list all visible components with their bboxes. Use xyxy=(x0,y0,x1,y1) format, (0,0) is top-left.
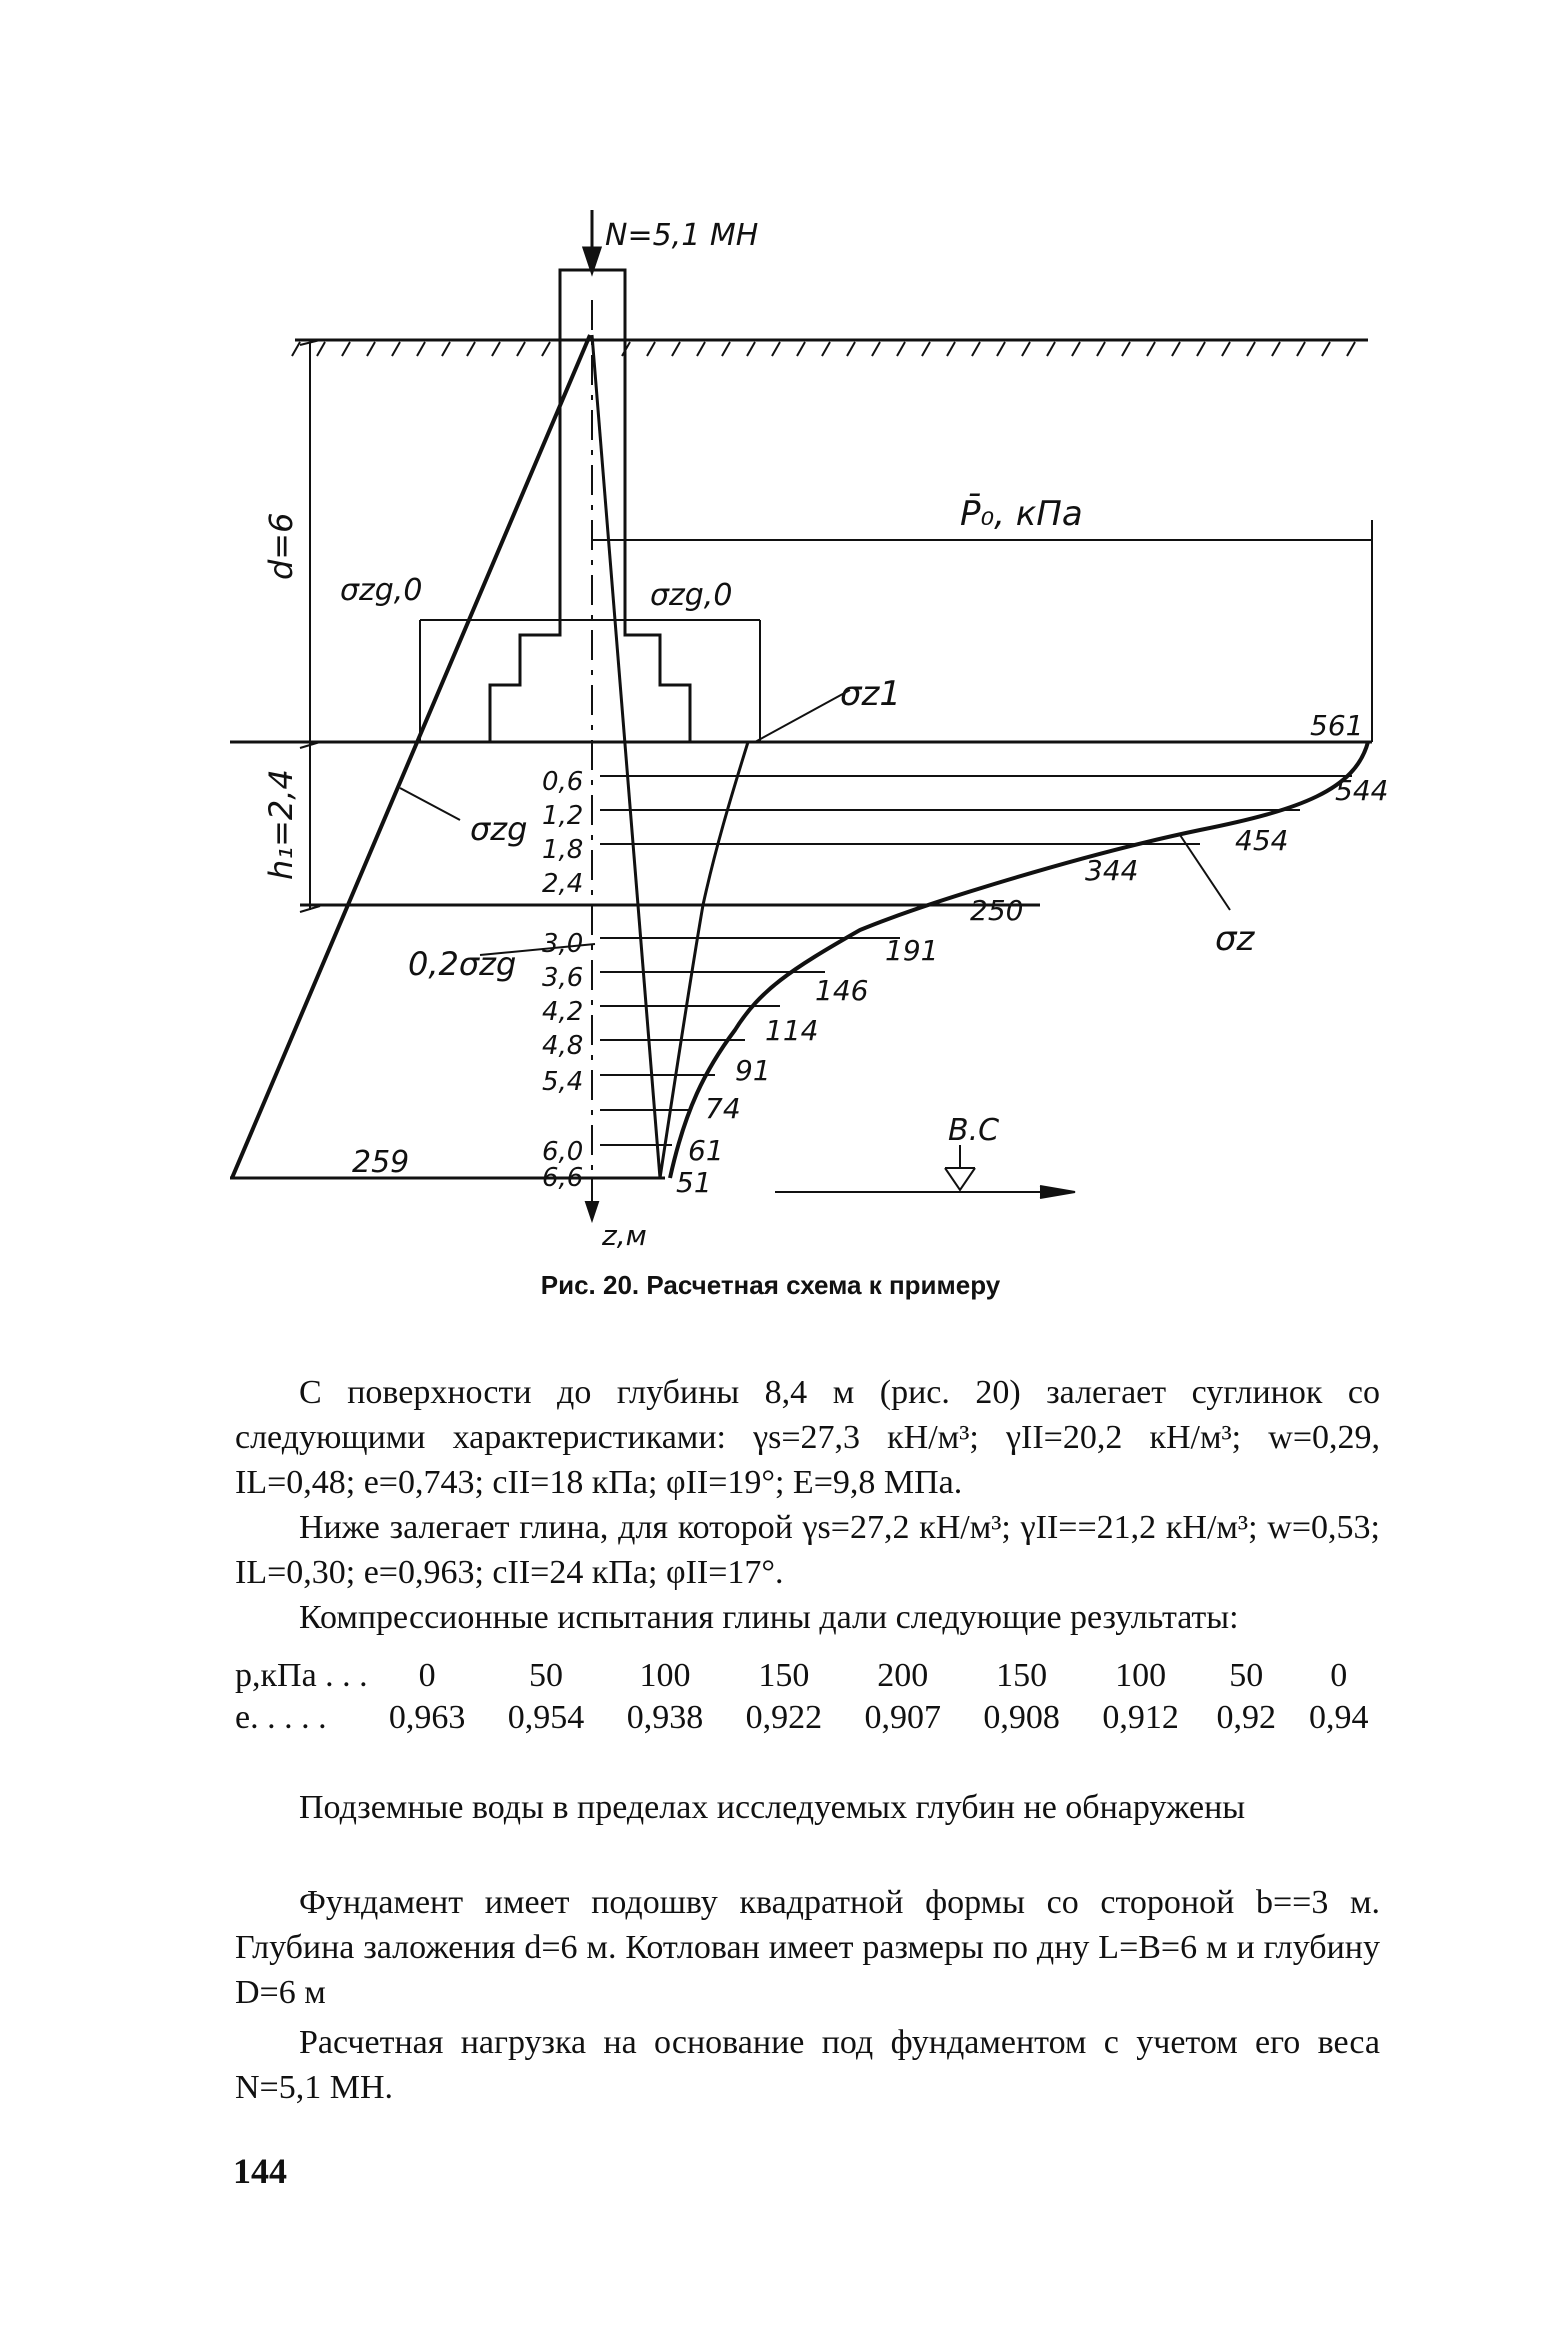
stress-value: 191 xyxy=(885,934,939,967)
sigma-z-label: σz xyxy=(1215,919,1255,959)
compression-test-table xyxy=(235,1655,1385,1739)
d-dimension-label: d=6 xyxy=(262,512,300,580)
table-cell: 100 xyxy=(1115,1657,1167,1694)
sigma-z1-leader xyxy=(755,690,850,742)
depth-label: 6,0 xyxy=(542,1137,584,1167)
depth-label: 4,8 xyxy=(542,1031,584,1061)
stress-curves xyxy=(232,335,1368,1178)
load-arrow xyxy=(584,210,600,272)
table-cell: 0 xyxy=(418,1657,436,1694)
depth-label: 5,4 xyxy=(542,1067,584,1097)
sigma-z-curve xyxy=(670,742,1368,1178)
figure-caption: Рис. 20. Расчетная схема к примеру xyxy=(540,1270,1001,1300)
row-label-pressure: р,кПа . . . xyxy=(235,1657,368,1694)
row-label-void-ratio: е. . . . . xyxy=(235,1699,327,1736)
table-cell: 0,912 xyxy=(1102,1699,1179,1736)
table-cell: 0,963 xyxy=(388,1699,466,1736)
sigma-zg-label: σzg xyxy=(470,810,528,848)
foundation xyxy=(490,270,690,1220)
table-cell: 150 xyxy=(758,1657,810,1694)
left-stress-value: 259 xyxy=(352,1145,410,1180)
page-number: 144 xyxy=(233,2151,287,2191)
z-axis xyxy=(586,1178,598,1220)
stress-value: 344 xyxy=(1085,854,1139,887)
table-cell: 0,92 xyxy=(1216,1699,1276,1736)
table-cell: 200 xyxy=(877,1657,929,1694)
zg02-label: 0,2σzg xyxy=(408,945,517,983)
paragraph-soil-clay: Ниже залегает глина, для которой γs=27,2 кН/м³; γII==21,2 кН/м³; w=0,53; IL=0,30; e=0,963; cII=24 кПа; φII=17°. xyxy=(235,1509,1380,1591)
p0-label: P̄₀, кПа xyxy=(960,494,1083,534)
depth-label: 3,0 xyxy=(542,929,584,959)
depth-label: 3,6 xyxy=(542,963,584,993)
depth-label: 6,6 xyxy=(542,1163,584,1193)
table-cell: 100 xyxy=(639,1657,691,1694)
groundwater-label: В.С xyxy=(948,1113,1000,1148)
table-cell: 0,908 xyxy=(983,1699,1060,1736)
depth-labels xyxy=(542,767,583,1193)
table-row-pressure xyxy=(235,1655,1385,1697)
depth-label: 2,4 xyxy=(542,869,584,899)
table-cell: 0,954 xyxy=(507,1699,585,1736)
stress-value: 561 xyxy=(1310,709,1364,742)
stress-value: 74 xyxy=(705,1092,741,1125)
table-cell: 50 xyxy=(1229,1657,1264,1694)
table-cell: 150 xyxy=(996,1657,1048,1694)
stress-value: 114 xyxy=(765,1014,819,1047)
stress-value: 454 xyxy=(1235,824,1289,857)
table-row-void-ratio xyxy=(235,1697,1385,1739)
depth-label: 1,8 xyxy=(542,835,584,865)
load-label: N=5,1 МН xyxy=(605,218,759,253)
stress-value: 91 xyxy=(735,1054,771,1087)
paragraph-groundwater: Подземные воды в пределах исследуемых глубин не обнаружены xyxy=(299,1789,1246,1826)
stress-value: 544 xyxy=(1335,774,1389,807)
table-cell: 50 xyxy=(529,1657,564,1694)
paragraph-load: Расчетная нагрузка на основание под фундаментом с учетом его веса N=5,1 МН. xyxy=(235,2024,1380,2106)
depth-label: 4,2 xyxy=(542,997,584,1027)
paragraph-soil-loam: С поверхности до глубины 8,4 м (рис. 20) залегает суглинок со следующими характеристиками: γs=27,3 кН/м³; γII=20,2 кН/м³; w=0,29, IL=0,48; e=0,743; cII=18 кПа; φII=19°; E=9,8 МПа. xyxy=(235,1374,1380,1501)
sigma-z1-label: σz1 xyxy=(840,674,902,714)
table-cell: 0 xyxy=(1330,1657,1348,1694)
sigma-zg-line xyxy=(232,335,590,1178)
depth-grid-lines xyxy=(230,776,1352,1178)
ground-surface xyxy=(292,340,1368,356)
table-cell: 0,907 xyxy=(864,1699,941,1736)
table-cell: 0,94 xyxy=(1309,1699,1369,1736)
z-axis-label: z,м xyxy=(602,1219,647,1252)
sigma-z-leader xyxy=(1180,835,1230,910)
stress-value: 61 xyxy=(688,1134,724,1167)
stress-value: 51 xyxy=(676,1166,712,1199)
sigma-zg0-right-label: σzg,0 xyxy=(650,578,733,613)
dimension-lines xyxy=(230,340,1372,912)
depth-label: 1,2 xyxy=(542,801,584,831)
table-cell: 0,922 xyxy=(745,1699,823,1736)
h1-dimension-label: h₁=2,4 xyxy=(262,769,300,880)
paragraph-foundation: Фундамент имеет подошву квадратной формы со стороной b==3 м. Глубина заложения d=6 м. Котлован имеет размеры по дну L=B=6 м и глубину D=6 м xyxy=(235,1884,1380,2011)
sigma-zg-leader xyxy=(400,788,460,820)
stress-value: 146 xyxy=(815,974,869,1007)
paragraph-compression-intro: Компрессионные испытания глины дали следующие результаты: xyxy=(299,1599,1239,1636)
stress-value: 250 xyxy=(970,894,1024,927)
sigma-zg0-left-label: σzg,0 xyxy=(340,573,423,608)
table-cell: 0,938 xyxy=(626,1699,704,1736)
groundwater-marker xyxy=(775,1145,1075,1198)
stress-value-labels xyxy=(676,709,1388,1199)
depth-label: 0,6 xyxy=(542,767,584,797)
